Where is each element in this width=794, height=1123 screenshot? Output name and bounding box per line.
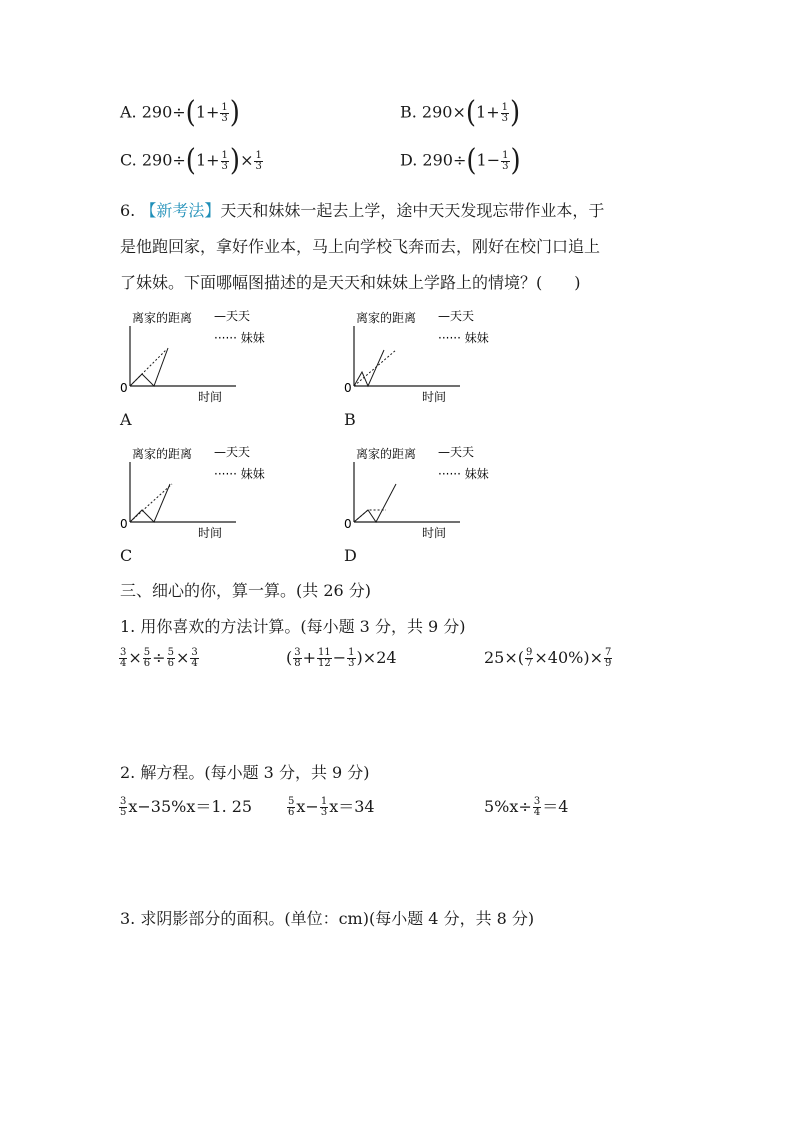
- question-number: 6.: [120, 201, 136, 220]
- origin-label: 0: [344, 517, 352, 531]
- legend-solid: —天天: [438, 445, 475, 459]
- chart-b-svg: [342, 308, 602, 408]
- origin-label: 0: [120, 517, 128, 531]
- section-3-title: 三、细心的你，算一算。(共 26 分): [120, 581, 372, 600]
- chart-c-svg: [118, 444, 378, 544]
- fraction: $\frac{3}{4}$: [120, 647, 127, 669]
- option-a: A. 290÷(1+ $\frac{1}{3}$ ): [120, 95, 240, 131]
- legend-solid: —天天: [214, 309, 251, 323]
- x-axis-label: 时间: [422, 526, 447, 540]
- origin-label: 0: [120, 381, 128, 395]
- calc-expression-2: ( $\frac{3}{8}$ + $\frac{11}{12}$ − $\frac{1}{3}$ )×24: [286, 647, 397, 669]
- legend-solid: —天天: [438, 309, 475, 323]
- chart-a-label: A: [120, 410, 132, 429]
- y-axis-label: 离家的距离: [132, 311, 193, 325]
- fraction: $\frac{1}{3}$: [255, 149, 262, 172]
- subsection-3-title: 3. 求阴影部分的面积。(单位：cm)(每小题 4 分，共 8 分): [120, 909, 535, 928]
- new-exam-tag: 【新考法】: [140, 201, 221, 220]
- chart-d-svg: [342, 444, 602, 544]
- question-6-line-2: 是他跑回家，拿好作业本，马上向学校飞奔而去，刚好在校门口追上: [120, 237, 601, 256]
- question-6-line-1: 6. 【新考法】天天和妹妹一起去上学，途中天天发现忘带作业本，于: [120, 201, 605, 220]
- legend-dotted: ······ 妹妹: [438, 467, 489, 481]
- fraction: $\frac{9}{7}$: [526, 647, 533, 669]
- calc-expression-1: $\frac{3}{4}$ × $\frac{5}{6}$ ÷ $\frac{5}{6}$ × $\frac{3}{4}$: [120, 647, 198, 669]
- y-axis-label: 离家的距离: [356, 447, 417, 461]
- x-axis-label: 时间: [198, 390, 223, 404]
- x-axis-label: 时间: [422, 390, 447, 404]
- fraction: $\frac{3}{4}$: [533, 796, 541, 818]
- question-6-line-3: 了妹妹。下面哪幅图描述的是天天和妹妹上学路上的情境？( ): [120, 273, 581, 292]
- equation-3: 5%x÷ $\frac{3}{4}$ ＝4: [484, 796, 569, 818]
- chart-d-label: D: [344, 546, 357, 565]
- legend-dotted: ······ 妹妹: [438, 331, 489, 345]
- equation-2: $\frac{5}{6}$ x− $\frac{1}{3}$ x＝34: [288, 796, 375, 818]
- chart-c: [118, 444, 378, 565]
- fraction: $\frac{5}{6}$: [288, 796, 295, 818]
- fraction: $\frac{5}{6}$: [167, 647, 174, 669]
- chart-b-label: B: [344, 410, 356, 429]
- legend-dotted: ······ 妹妹: [214, 331, 265, 345]
- legend-solid: —天天: [214, 445, 251, 459]
- fraction: $\frac{7}{9}$: [605, 647, 612, 669]
- origin-label: 0: [344, 381, 352, 395]
- fraction: $\frac{3}{8}$: [294, 647, 301, 669]
- fraction: $\frac{1}{3}$: [348, 647, 355, 669]
- tiantian-line: [354, 350, 384, 386]
- option-b: B. 290×(1+ $\frac{1}{3}$ ): [400, 95, 521, 131]
- chart-d: [342, 444, 602, 565]
- fraction: $\frac{1}{3}$: [501, 101, 508, 124]
- fraction: $\frac{11}{12}$: [318, 647, 331, 669]
- equation-1: $\frac{3}{5}$ x−35%x＝1. 25: [120, 796, 253, 818]
- fraction: $\frac{1}{3}$: [221, 149, 228, 172]
- fraction: $\frac{1}{3}$: [320, 796, 328, 818]
- chart-a: [118, 308, 378, 429]
- calc-expression-3: 25×( $\frac{9}{7}$ ×40%)× $\frac{7}{9}$: [484, 647, 612, 669]
- fraction: $\frac{5}{6}$: [143, 647, 151, 669]
- fraction: $\frac{1}{3}$: [221, 101, 228, 124]
- chart-a-svg: [118, 308, 378, 408]
- chart-c-label: C: [120, 546, 133, 565]
- fraction: $\frac{3}{4}$: [191, 647, 198, 669]
- chart-b: [342, 308, 602, 429]
- x-axis-label: 时间: [198, 526, 223, 540]
- subsection-1-title: 1. 用你喜欢的方法计算。(每小题 3 分，共 9 分): [120, 617, 466, 636]
- legend-dotted: ······ 妹妹: [214, 467, 265, 481]
- option-d: D. 290÷(1− $\frac{1}{3}$ ): [400, 143, 521, 179]
- y-axis-label: 离家的距离: [356, 311, 417, 325]
- tiantian-line: [130, 484, 170, 522]
- y-axis-label: 离家的距离: [132, 447, 193, 461]
- subsection-2-title: 2. 解方程。(每小题 3 分，共 9 分): [120, 763, 370, 782]
- fraction: $\frac{3}{5}$: [120, 796, 127, 818]
- fraction: $\frac{1}{3}$: [502, 149, 509, 172]
- tiantian-line: [354, 484, 396, 522]
- option-c: C. 290÷(1+ $\frac{1}{3}$ )× $\frac{1}{3}$: [120, 143, 262, 179]
- sister-line: [354, 350, 396, 386]
